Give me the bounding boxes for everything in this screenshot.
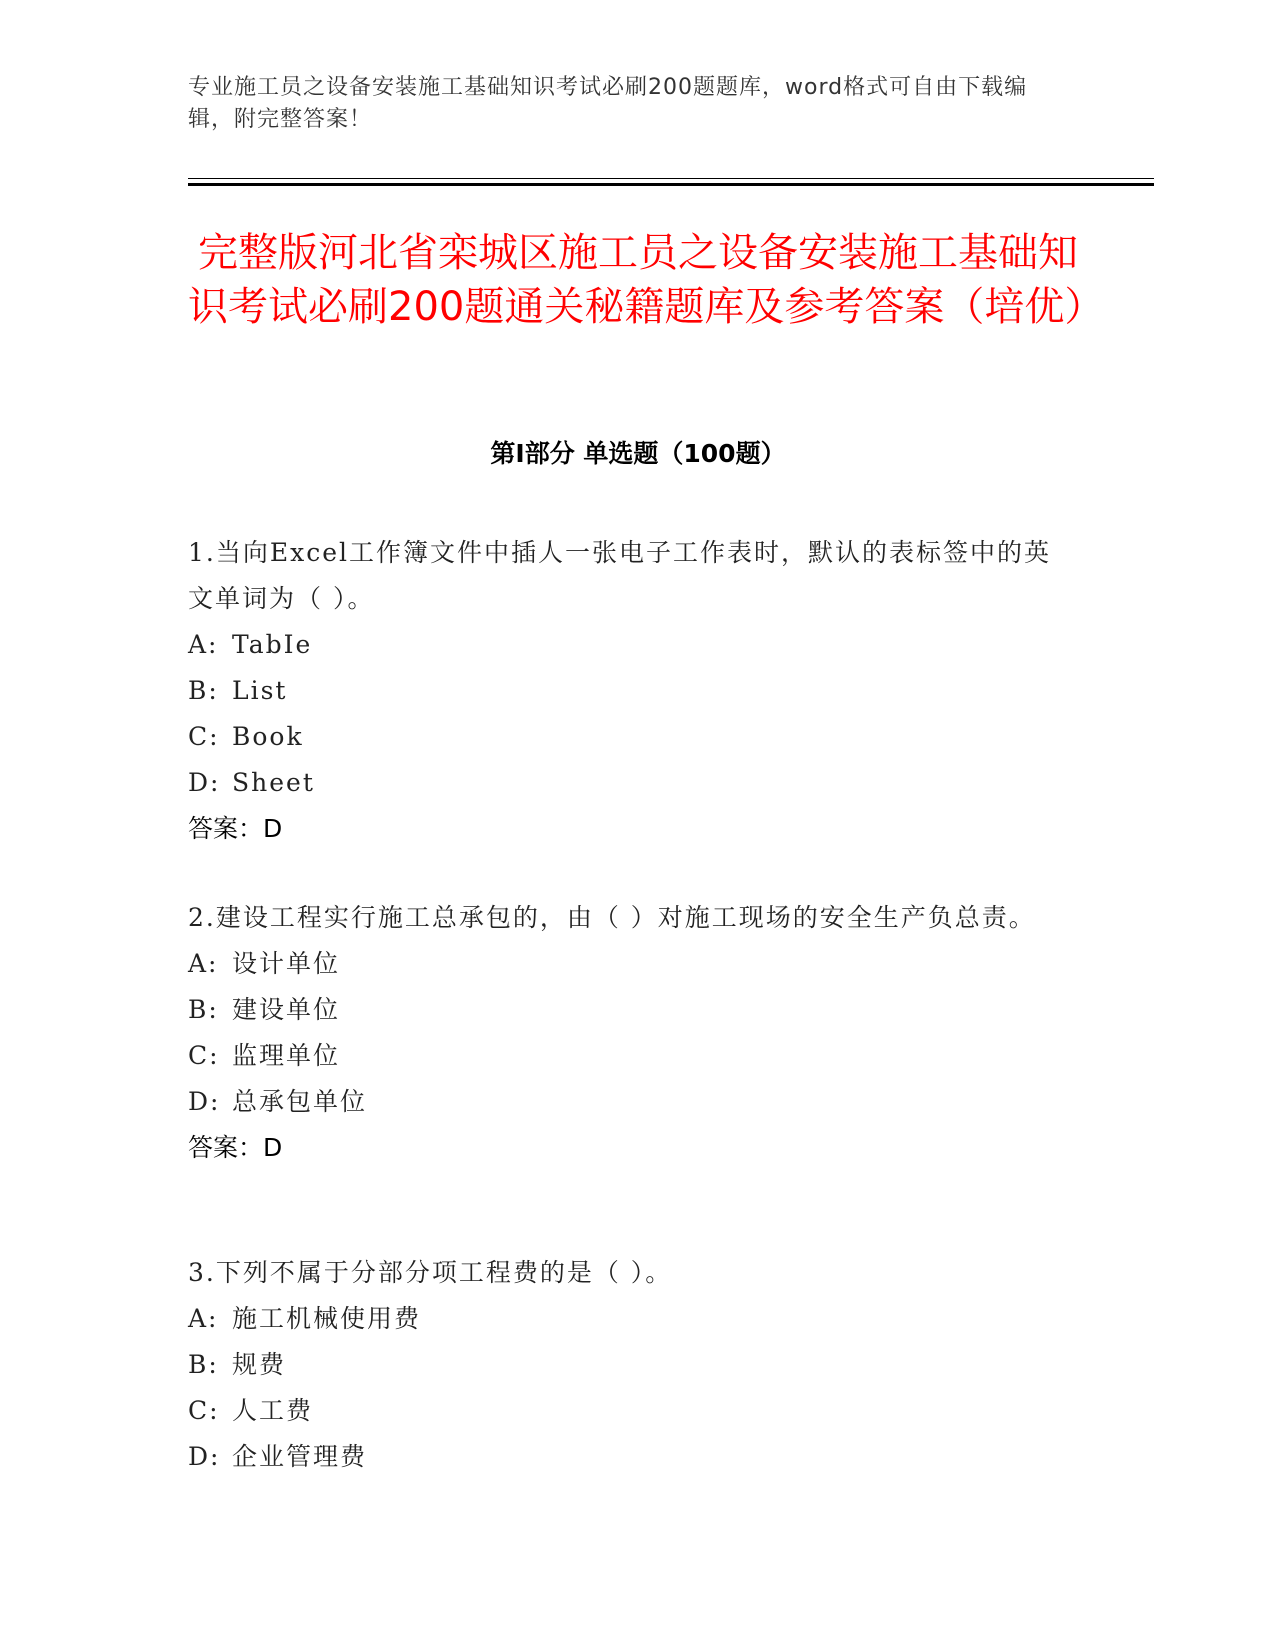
option-c xyxy=(188,1033,1068,1079)
option-b xyxy=(188,1342,1068,1388)
header-note: 专业施工员之设备安装施工基础知识考试必刷200题题库，word格式可自由下载编辑，附完整答案！ xyxy=(188,75,1028,132)
option-text: 监理单位 xyxy=(232,1041,341,1070)
header-divider-thin xyxy=(188,178,1154,179)
option-b xyxy=(188,987,1068,1033)
option-text: 总承包单位 xyxy=(232,1087,368,1116)
option-a xyxy=(188,1296,1068,1342)
header-divider-thick xyxy=(188,183,1154,186)
question-1 xyxy=(188,530,1068,852)
question-stem: 2.建设工程实行施工总承包的，由（ ）对施工现场的安全生产负总责。 xyxy=(188,903,1036,932)
option-key: C: xyxy=(188,722,220,751)
option-b xyxy=(188,668,1068,714)
option-key: B: xyxy=(188,995,219,1024)
option-text: 人工费 xyxy=(232,1396,314,1425)
option-key: A: xyxy=(188,1304,219,1333)
document-title: 完整版河北省栾城区施工员之设备安装施工基础知识考试必刷200题通关秘籍题库及参考答案（培优） xyxy=(188,230,1105,330)
option-text: TabIe xyxy=(232,630,313,659)
answer-line: 答案：D xyxy=(188,1133,283,1162)
option-text: Book xyxy=(232,722,304,751)
option-key: D: xyxy=(188,768,221,797)
question-3 xyxy=(188,1250,1068,1480)
option-key: D: xyxy=(188,1087,221,1116)
option-a xyxy=(188,622,1068,668)
option-d xyxy=(188,760,1068,806)
question-stem: 3.下列不属于分部分项工程费的是（ ）。 xyxy=(188,1258,673,1287)
section-heading: 第I部分 单选题（100题） xyxy=(490,439,786,468)
option-key: D: xyxy=(188,1442,221,1471)
option-c xyxy=(188,1388,1068,1434)
option-text: 建设单位 xyxy=(232,995,341,1024)
option-d xyxy=(188,1079,1068,1125)
option-text: 企业管理费 xyxy=(232,1442,368,1471)
option-d xyxy=(188,1434,1068,1480)
option-c xyxy=(188,714,1068,760)
option-key: C: xyxy=(188,1041,220,1070)
answer-line: 答案：D xyxy=(188,814,283,843)
option-text: 规费 xyxy=(232,1350,287,1379)
option-a xyxy=(188,941,1068,987)
question-stem: 1.当向Excel工作簿文件中插人一张电子工作表时，默认的表标签中的英文单词为（ ）。 xyxy=(188,538,1051,613)
option-key: B: xyxy=(188,676,219,705)
option-key: A: xyxy=(188,630,219,659)
option-key: B: xyxy=(188,1350,219,1379)
option-text: 设计单位 xyxy=(232,949,341,978)
question-2 xyxy=(188,895,1068,1171)
option-text: Sheet xyxy=(232,768,315,797)
option-key: C: xyxy=(188,1396,220,1425)
option-text: List xyxy=(232,676,288,705)
option-text: 施工机械使用费 xyxy=(232,1304,422,1333)
option-key: A: xyxy=(188,949,219,978)
